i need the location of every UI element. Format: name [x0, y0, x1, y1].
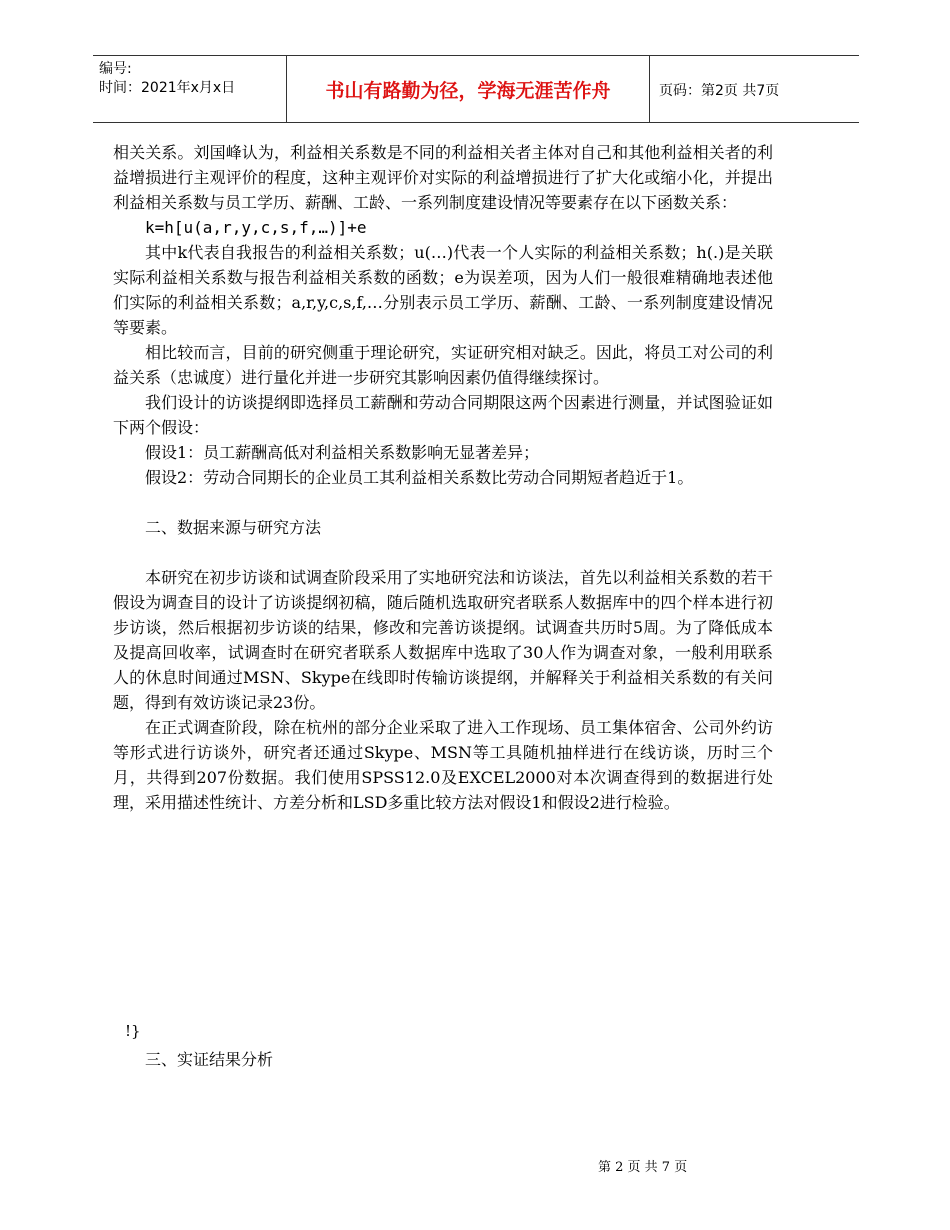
paragraph: 其中k代表自我报告的利益相关系数；u(…)代表一个人实际的利益相关系数；h(.)是关联实际利益相关系数与报告利益相关系数的函数；e为误差项，因为人们一般很难精确地表述他们实际的利益相关系数；a,r,y,c,s,f,…分别表示员工学历、薪酬、工龄、一系列制度建设情况等要素。: [113, 243, 773, 337]
paragraph: 相比较而言，目前的研究侧重于理论研究，实证研究相对缺乏。因此，将员工对公司的利益关系（忠诚度）进行量化并进一步研究其影响因素仍值得继续探讨。: [113, 343, 773, 387]
hypothesis-1: 假设1：员工薪酬高低对利益相关系数影响无显著差异；: [145, 443, 540, 462]
page-header: [93, 55, 859, 123]
paragraph: 我们设计的访谈提纲即选择员工薪酬和劳动合同期限这两个因素进行测量，并试图验证如下两个假设：: [113, 393, 773, 437]
header-meta: [99, 60, 235, 98]
paragraph: 本研究在初步访谈和试调查阶段采用了实地研究法和访谈法，首先以利益相关系数的若干假设为调查目的设计了访谈提纲初稿，随后随机选取研究者联系人数据库中的四个样本进行初步访谈，然后根据初步访谈的结果，修改和完善访谈提纲。试调查共历时5周。为了降低成本及提高回收率，试调查时在研究者联系人数据库中选取了30人作为调查对象，一般利用联系人的休息时间通过MSN、Skype在线即时传输访谈提纲，并解释关于利益相关系数的有关问题，得到有效访谈记录23份。: [113, 568, 773, 712]
document-time-label: 时间：2021年x月x日: [99, 80, 236, 96]
paragraph: 相关关系。刘国峰认为，利益相关系数是不同的利益相关者主体对自己和其他利益相关者的利益增损进行主观评价的程度，这种主观评价对实际的利益增损进行了扩大化或缩小化，并提出利益相关系数与员工学历、薪酬、工龄、一系列制度建设情况等要素存在以下函数关系：: [113, 143, 773, 212]
header-page-info: 页码：第2页 共7页: [659, 83, 780, 99]
document-number-label: 编号:: [99, 61, 132, 77]
paragraph: 在正式调查阶段，除在杭州的部分企业采取了进入工作现场、员工集体宿舍、公司外约访等形式进行访谈外，研究者还通过Skype、MSN等工具随机抽样进行在线访谈，历时三个月，共得到207份数据。我们使用SPSS12.0及EXCEL2000对本次调查得到的数据进行处理，采用描述性统计、方差分析和LSD多重比较方法对假设1和假设2进行检验。: [113, 718, 773, 812]
section-heading-results: 三、实证结果分析: [145, 1050, 274, 1069]
page-footer: 第 2 页 共 7 页: [598, 1160, 688, 1175]
hypothesis-2: 假设2：劳动合同期长的企业员工其利益相关系数比劳动合同期短者趋近于1。: [145, 468, 694, 487]
header-motto: 书山有路勤为径，学海无涯苦作舟: [325, 80, 611, 102]
stray-mark: !}: [125, 1022, 141, 1040]
document-body: [113, 140, 773, 815]
function-formula: k=h[u(a,r,y,c,s,f,…)]+e: [145, 218, 367, 237]
header-divider: [649, 56, 650, 122]
section-heading-data-methods: 二、数据来源与研究方法: [145, 518, 322, 537]
